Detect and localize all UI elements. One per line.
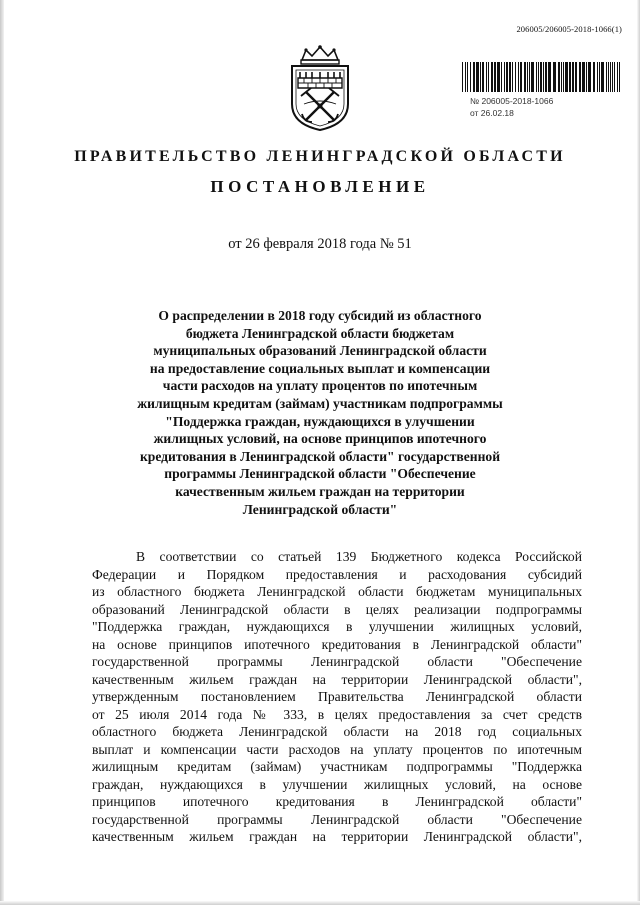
barcode-bar bbox=[462, 62, 463, 92]
registration-date: от 26.02.18 bbox=[470, 108, 514, 118]
barcode-bar bbox=[467, 62, 468, 92]
barcode-bar bbox=[520, 62, 522, 92]
barcode-bar bbox=[601, 62, 604, 92]
registration-code: 206005/206005-2018-1066(1) bbox=[516, 24, 622, 34]
barcode-bar bbox=[497, 62, 500, 92]
body-line: жилищным кредитам (займам) участникам подпрограммы "Поддержка bbox=[92, 759, 582, 774]
coat-of-arms-icon bbox=[284, 44, 356, 132]
barcode-bar bbox=[561, 62, 562, 92]
barcode-bar bbox=[512, 62, 513, 92]
barcode-bar bbox=[536, 62, 537, 92]
barcode-bar bbox=[480, 62, 481, 92]
barcode-bar bbox=[569, 62, 571, 92]
barcode-bar bbox=[515, 62, 516, 92]
body-line: качественным жильем граждан на территории Ленинградской области", bbox=[92, 671, 582, 687]
title-line: на предоставление социальных выплат и компенсации bbox=[149, 360, 491, 376]
title-line: О распределении в 2018 году субсидий из областного bbox=[158, 308, 482, 323]
barcode-bar bbox=[597, 62, 598, 92]
barcode-bar bbox=[582, 62, 585, 92]
body-line: на основе принципов ипотечного кредитования в Ленинградской области" bbox=[92, 636, 582, 652]
barcode-bar bbox=[486, 62, 487, 92]
barcode-bar bbox=[504, 62, 505, 92]
barcode-bar bbox=[553, 62, 556, 92]
scan-edge-left bbox=[0, 0, 4, 905]
body-line: из областного бюджета Ленинградской области бюджетам муниципальных bbox=[92, 584, 582, 599]
body-line: принципов ипотечного кредитования в Ленинградской области" bbox=[92, 794, 582, 809]
barcode-bar bbox=[527, 62, 528, 92]
barcode-bar bbox=[476, 62, 479, 92]
barcode-bar bbox=[617, 62, 618, 92]
body-line: от 25 июля 2014 года № 333, в целях предоставления за счет средств bbox=[92, 706, 582, 722]
body-line: В соответствии со статьей 139 Бюджетного кодекса Российской bbox=[136, 549, 582, 564]
barcode-bar bbox=[565, 62, 568, 92]
document-type: ПОСТАНОВЛЕНИЕ bbox=[210, 177, 430, 196]
barcode-bar bbox=[558, 62, 560, 92]
barcode-bar bbox=[524, 62, 526, 92]
barcode-bar bbox=[529, 62, 530, 92]
barcode-bar bbox=[579, 62, 581, 92]
document-date-number: от 26 февраля 2018 года № 51 bbox=[228, 236, 412, 252]
barcode-bar bbox=[538, 62, 539, 92]
barcode-bar bbox=[473, 62, 475, 92]
title-line: жилищных условий, на основе принципов ипотечного bbox=[153, 431, 487, 447]
barcode-bar bbox=[545, 62, 547, 92]
title-line: программы Ленинградской области "Обеспечение bbox=[164, 466, 476, 482]
barcode-bar bbox=[506, 62, 508, 92]
barcode-bar bbox=[488, 62, 489, 92]
barcode-bar bbox=[612, 62, 613, 92]
body-line: государственной программы Ленинградской области "Обеспечение bbox=[92, 811, 582, 827]
body-line: выплат и компенсации части расходов на уплату процентов по ипотечным bbox=[92, 741, 582, 757]
barcode-bar bbox=[543, 62, 544, 92]
resolution-title bbox=[95, 307, 545, 518]
body-line: "Поддержка граждан, нуждающихся в улучшении жилищных условий, bbox=[92, 619, 582, 634]
barcode-bar bbox=[518, 62, 519, 92]
title-line: "Поддержка граждан, нуждающихся в улучшении bbox=[165, 413, 475, 429]
title-line: муниципальных образований Ленинградской области bbox=[153, 343, 487, 359]
barcode-bar bbox=[540, 62, 542, 92]
barcode-bar bbox=[588, 62, 591, 92]
title-line: бюджета Ленинградской области бюджетам bbox=[185, 325, 455, 341]
barcode-bar bbox=[619, 62, 620, 92]
barcode-bar bbox=[593, 62, 595, 92]
barcode-bar bbox=[614, 62, 615, 92]
body-line: утвержденным постановлением Правительства Ленинградской области bbox=[92, 689, 582, 704]
body-paragraph bbox=[92, 548, 582, 846]
registration-number: № 206005-2018-1066 bbox=[470, 96, 554, 106]
barcode-bar bbox=[501, 62, 502, 92]
barcode-bar bbox=[610, 62, 611, 92]
title-line: жилищным кредитам (займам) участникам подпрограммы bbox=[137, 395, 503, 411]
body-line: областного бюджета Ленинградской области на 2018 год социальных bbox=[92, 724, 582, 739]
body-line: образований Ленинградской области в целях реализации подпрограммы bbox=[92, 601, 582, 617]
barcode-bar bbox=[491, 62, 493, 92]
barcode-bar bbox=[586, 62, 587, 92]
scan-edge-bottom bbox=[0, 901, 640, 905]
barcode-bar bbox=[531, 62, 534, 92]
barcode-bar bbox=[599, 62, 600, 92]
title-line: качественным жильем граждан на территории bbox=[175, 483, 465, 499]
barcode-icon bbox=[462, 62, 622, 92]
body-line: Федерации и Порядком предоставления и расходования субсидий bbox=[92, 566, 582, 582]
barcode-bar bbox=[494, 62, 496, 92]
barcode-bar bbox=[575, 62, 577, 92]
title-line: части расходов на уплату процентов по ипотечным bbox=[162, 378, 478, 394]
body-line: граждан, нуждающихся в улучшении жилищных условий, на основе bbox=[92, 776, 582, 792]
barcode-bar bbox=[509, 62, 511, 92]
barcode-bar bbox=[572, 62, 574, 92]
body-line: качественным жильем граждан на территории Ленинградской области", bbox=[92, 829, 582, 844]
government-title: ПРАВИТЕЛЬСТВО ЛЕНИНГРАДСКОЙ ОБЛАСТИ bbox=[74, 148, 566, 165]
barcode-bar bbox=[482, 62, 484, 92]
title-line: Ленинградской области" bbox=[242, 501, 398, 517]
title-line: кредитования в Ленинградской области" государственной bbox=[139, 448, 501, 464]
body-line: государственной программы Ленинградской области "Обеспечение bbox=[92, 654, 582, 669]
barcode-bar bbox=[606, 62, 607, 92]
barcode-bar bbox=[563, 62, 564, 92]
barcode-bar bbox=[465, 62, 466, 92]
barcode-bar bbox=[470, 62, 471, 92]
barcode-bar bbox=[608, 62, 609, 92]
barcode-bar bbox=[548, 62, 551, 92]
